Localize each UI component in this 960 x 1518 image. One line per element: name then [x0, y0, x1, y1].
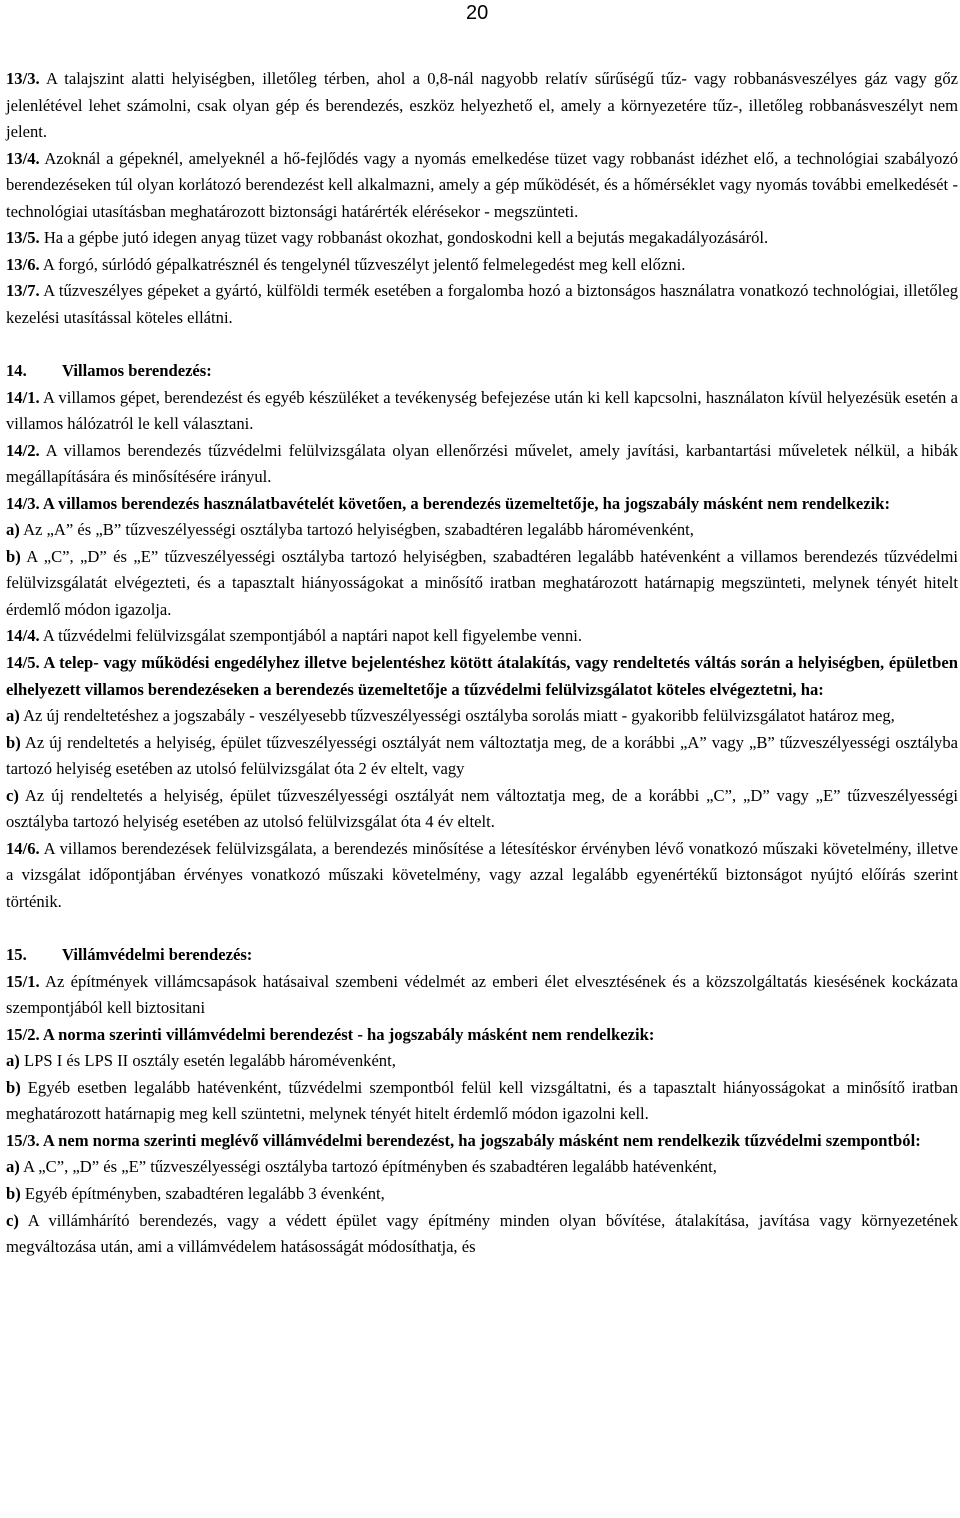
- document-body: [6, 66, 958, 1261]
- paragraph-text: A norma szerinti villámvédelmi berendezést - ha jogszabály másként nem rendelkezik:: [42, 1024, 655, 1044]
- list-item-label: b): [6, 1077, 21, 1097]
- paragraph-text: A tűzveszélyes gépeket a gyártó, külföldi termék esetében a forgalomba hozó a biztonságos használatra vonatkozó technológiai, illetőleg kezelési utasítással köteles ellátni.: [6, 281, 958, 327]
- list-item-label: a): [6, 706, 20, 726]
- paragraph-number: 14/3.: [6, 493, 40, 513]
- list-item-label: c): [6, 1210, 19, 1230]
- list-item-label: b): [6, 732, 21, 752]
- paragraph-text: Azoknál a gépeknél, amelyeknél a hő-fejlődés vagy a nyomás emelkedése tüzet vagy robbanást idézhet elő, a technológiai szabályozó berendezéseken túl olyan korlátozó berendezést kell alkalmazni, amely a gép működését, és a hőmérséklet vagy nyomás további emelkedését - technológiai utasításban meghatározott biztonsági határérték elérésekor - megszünteti.: [6, 148, 959, 221]
- list-item-text: A „C”, „D” és „E” tűzveszélyességi osztályba tartozó helyiségben, szabadtéren legalább hatévenként a villamos berendezés tűzvédelmi felülvizsgálatát elvégezteti, és a tapasztalt hiányosságokat a minősítő iratban meghatározott határnapig megszünteti, melynek tényét hitelt érdemlő módon igazolja.: [6, 546, 958, 619]
- paragraph-number: 13/3.: [6, 69, 40, 88]
- list-item: [6, 703, 958, 730]
- paragraph: [6, 225, 958, 252]
- list-item-label: a): [6, 1051, 20, 1071]
- section-title: Villamos berendezés:: [62, 361, 212, 381]
- list-item: [6, 517, 958, 544]
- paragraph: [6, 1128, 958, 1155]
- paragraph-number: 13/6.: [6, 254, 40, 274]
- paragraph: [6, 623, 958, 650]
- paragraph-text: A villamos berendezés tűzvédelmi felülvizsgálata olyan ellenőrzési művelet, amely javítási, karbantartási műveletek nélkül, a hibák megállapítására és minősítésére irányul.: [6, 440, 958, 487]
- paragraph: [6, 438, 958, 491]
- list-item-text: Az új rendeltetés a helyiség, épület tűzveszélyességi osztályát nem változtatja meg, de a korábbi „A” vagy „B” tűzveszélyességi osztályba tartozó helyiség esetében az utolsó felülvizsgálat óta 2 év eltelt, vagy: [6, 732, 958, 779]
- paragraph: [6, 146, 958, 226]
- paragraph-number: 14/2.: [6, 440, 40, 460]
- list-item-label: b): [6, 546, 21, 566]
- paragraph-text: Az építmények villámcsapások hatásaival szembeni védelmét az emberi élet elvesztésének és a közszolgáltatás kiesésének kockázata szempontjából kell biztositani: [6, 971, 958, 1018]
- paragraph-text: Ha a gépbe jutó idegen anyag tüzet vagy robbanást okozhat, gondoskodni kell a bejutás megakadályozásáról.: [43, 228, 769, 248]
- section-number: 15.: [6, 945, 27, 965]
- paragraph: [6, 1022, 958, 1049]
- list-item-text: Egyéb építményben, szabadtéren legalább 3 évenként,: [24, 1183, 385, 1203]
- paragraph: [6, 278, 958, 331]
- list-item-text: A „C”, „D” és „E” tűzveszélyességi osztályba tartozó építményben és szabadtéren legalább hatévenként,: [23, 1157, 717, 1177]
- paragraph: [6, 969, 958, 1022]
- list-item: [6, 1181, 958, 1208]
- paragraph-text: A villamos berendezések felülvizsgálata, a berendezés minősítése a létesítéskor érvényben lévő vonatkozó műszaki követelmény, illetve a vizsgálat időpontjában érvényes vonatkozó műszaki követelmény, vagy azzal legalább egyenértékű biztonságot nyújtó előírás szerint történik.: [6, 838, 958, 911]
- paragraph-number: 15/1.: [6, 971, 40, 991]
- list-item-label: a): [6, 520, 20, 540]
- paragraph-number: 14/4.: [6, 626, 40, 646]
- page-number: 20: [466, 2, 489, 24]
- section-title: Villámvédelmi berendezés:: [62, 945, 253, 965]
- section-heading: [6, 358, 958, 385]
- list-item-label: c): [6, 785, 19, 805]
- paragraph-text: A villamos berendezés használatbavételét követően, a berendezés üzemeltetője, ha jogszabály másként nem rendelkezik:: [42, 493, 890, 513]
- list-item-text: Az „A” és „B” tűzveszélyességi osztályba tartozó helyiségben, szabadtéren legalább háromévenként,: [23, 520, 694, 540]
- paragraph-number: 13/7.: [6, 281, 40, 301]
- paragraph-text: A telep- vagy működési engedélyhez illetve bejelentéshez kötött átalakítás, vagy rendeltetés váltás során a helyiségben, épületben elhelyezett villamos berendezéseken a berendezés üzemeltetője a tűzvédelmi felülvizsgálatot köteles elvégeztetni, ha:: [6, 653, 958, 699]
- paragraph: [6, 650, 958, 703]
- list-item-text: Az új rendeltetés a helyiség, épület tűzveszélyességi osztályát nem változtatja meg, de a korábbi „C”, „D” vagy „E” tűzveszélyességi osztályba tartozó helyiség esetében az utolsó felülvizsgálat óta 4 év eltelt.: [6, 785, 958, 832]
- paragraph-number: 13/5.: [6, 228, 40, 248]
- list-item-text: LPS I és LPS II osztály esetén legalább háromévenként,: [23, 1051, 396, 1071]
- paragraph-number: 14/1.: [6, 387, 40, 407]
- paragraph-number: 14/5.: [6, 653, 40, 673]
- paragraph-text: A tűzvédelmi felülvizsgálat szempontjából a naptári napot kell figyelembe venni.: [42, 626, 583, 646]
- list-item-text: A villámhárító berendezés, vagy a védett épület vagy építmény minden olyan bővítése, átalakítása, javítása vagy környezetének megváltozása után, ami a villámvédelem hatásosságát módosíthatja, és: [6, 1210, 958, 1257]
- paragraph-number: 15/2.: [6, 1024, 40, 1044]
- paragraph-text: A nem norma szerinti meglévő villámvédelmi berendezést, ha jogszabály másként nem rendelkezik tűzvédelmi szempontból:: [42, 1130, 921, 1150]
- list-item-label: b): [6, 1183, 21, 1203]
- list-item: [6, 783, 958, 836]
- list-item: [6, 1048, 958, 1075]
- paragraph-number: 15/3.: [6, 1130, 40, 1150]
- paragraph: [6, 491, 958, 518]
- paragraph: [6, 836, 958, 916]
- list-item-text: Az új rendeltetéshez a jogszabály - veszélyesebb tűzveszélyességi osztályba sorolás miatt - gyakoribb felülvizsgálatot határoz meg,: [23, 706, 895, 726]
- paragraph-text: A forgó, súrlódó gépalkatrésznél és tengelynél tűzveszélyt jelentő felmelegedést meg kell előzni.: [42, 254, 686, 274]
- paragraph: [6, 66, 958, 146]
- list-item: [6, 1208, 958, 1261]
- list-item-label: a): [6, 1157, 20, 1177]
- list-item: [6, 730, 958, 783]
- paragraph: [6, 385, 958, 438]
- paragraph-text: A talajszint alatti helyiségben, illetőleg térben, ahol a 0,8-nál nagyobb relatív sűrűségű tűz- vagy robbanásveszélyes gáz vagy gőz jelenlétével lehet számolni, csak olyan gép és berendezés, eszköz helyezhető el, amely a környezetére tűz-, illetőleg robbanásveszélyt nem jelent.: [6, 69, 959, 142]
- list-item-text: Egyéb esetben legalább hatévenként, tűzvédelmi szempontból felül kell vizsgáltatni, és a tapasztalt hiányosságokat a minősítő iratban meghatározott határnapig meg kell szüntetni, melynek tényét hitelt érdemlő módon igazolni kell.: [6, 1077, 958, 1124]
- list-item: [6, 1075, 958, 1128]
- paragraph-text: A villamos gépet, berendezést és egyéb készüléket a tevékenység befejezése után ki kell kapcsolni, használaton kívül helyezésük esetén a villamos hálózatról le kell választani.: [6, 387, 958, 434]
- list-item: [6, 1154, 958, 1181]
- paragraph: [6, 252, 958, 279]
- section-number: 14.: [6, 361, 27, 381]
- list-item: [6, 544, 958, 624]
- paragraph-number: 13/4.: [6, 148, 40, 168]
- section-heading: [6, 942, 958, 969]
- paragraph-number: 14/6.: [6, 838, 40, 858]
